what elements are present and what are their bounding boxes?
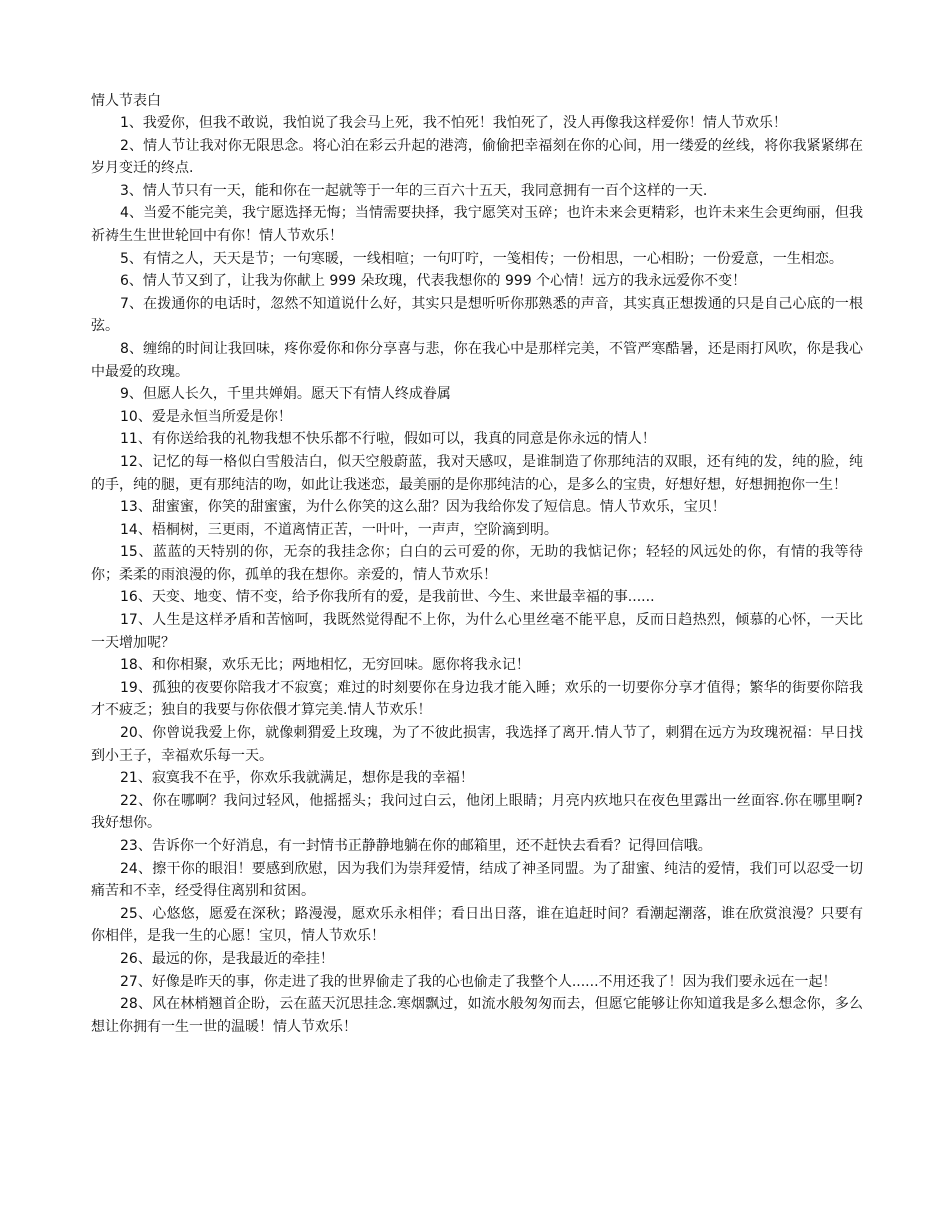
message-item: 5、有情之人，天天是节；一句寒暖，一线相喧；一句叮咛，一笺相传；一份相思，一心相盼；一份爱意，一生相恋。 <box>120 250 843 267</box>
message-item: 4、当爱不能完美，我宁愿选择无悔；当情需要抉择，我宁愿笑对玉碎；也许未来会更精彩，也许未来生会更绚丽，但我祈祷生生世世轮回中有你！情人节欢乐！ <box>91 205 863 244</box>
message-item: 16、天变、地变、情不变，给予你我所有的爱，是我前世、今生、来世最幸福的事...... <box>120 589 655 606</box>
message-item: 14、梧桐树，三更雨，不道离情正苦，一叶叶，一声声，空阶滴到明。 <box>120 521 558 538</box>
message-item: 21、寂寞我不在乎，你欢乐我就满足，想你是我的幸福！ <box>120 770 474 787</box>
message-item: 28、风在林梢翘首企盼，云在蓝天沉思挂念.寒烟飘过，如流水般匆匆而去，但愿它能够让你知道我是多么想念你，多么想让你拥有一生一世的温暖！情人节欢乐！ <box>91 996 863 1035</box>
message-item: 24、擦干你的眼泪！要感到欣慰，因为我们为崇拜爱情，结成了神圣同盟。为了甜蜜、纯洁的爱情，我们可以忍受一切痛苦和不幸，经受得住离别和贫困。 <box>91 860 863 900</box>
message-item: 9、但愿人长久，千里共婵娟。愿天下有情人终成眷属 <box>120 386 451 403</box>
message-item: 23、告诉你一个好消息，有一封情书正静静地躺在你的邮箱里，还不赶快去看看？记得回信哦。 <box>120 838 712 854</box>
document-title: 情人节表白 <box>91 93 161 109</box>
message-item: 25、心悠悠，愿爱在深秋；路漫漫，愿欢乐永相伴；看日出日落，谁在追赶时间？看潮起潮落，谁在欣赏浪漫？只要有你相伴，是我一生的心愿！宝贝，情人节欢乐！ <box>91 905 863 945</box>
message-item: 19、孤独的夜要你陪我才不寂寞；难过的时刻要你在身边我才能入睡；欢乐的一切要你分享才值得；繁华的街要你陪我才不疲乏；独自的我要与你依偎才算完美.情人节欢乐！ <box>91 679 863 719</box>
message-item: 17、人生是这样矛盾和苦恼呵，我既然觉得配不上你，为什么心里丝毫不能平息，反而日趋热烈，倾慕的心怀，一天比一天增加呢？ <box>91 612 863 651</box>
message-item: 18、和你相聚，欢乐无比；两地相忆，无穷回味。愿你将我永记！ <box>120 657 530 674</box>
message-item: 26、最远的你，是我最近的牵挂！ <box>120 950 334 967</box>
message-item: 22、你在哪啊？我问过轻风，他摇摇头；我问过白云，他闭上眼睛；月亮内疚地只在夜色里露出一丝面容.你在哪里啊?我好想你。 <box>91 792 863 832</box>
message-item: 12、记忆的每一格似白雪般洁白，似天空般蔚蓝，我对天感叹，是谁制造了你那纯洁的双眼，还有纯的发，纯的脸，纯的手，纯的腿，更有那纯洁的吻，如此让我迷恋，最美丽的是你那纯洁的心，是多么的宝贵，好想好想，好想拥抱你一生！ <box>91 453 863 493</box>
message-item: 11、有你送给我的礼物我想不快乐都不行啦，假如可以，我真的同意是你永远的情人！ <box>120 431 656 448</box>
message-item: 27、好像是昨天的事，你走进了我的世界偷走了我的心也偷走了我整个人......不用还我了！因为我们要永远在一起！ <box>120 973 837 990</box>
message-item: 1、我爱你，但我不敢说，我怕说了我会马上死，我不怕死！我怕死了，没人再像我这样爱你！情人节欢乐！ <box>120 115 787 131</box>
message-item: 8、缠绵的时间让我回味，疼你爱你和你分享喜与悲，你在我心中是那样完美，不管严寒酷暑，还是雨打风吹，你是我心中最爱的玫瑰。 <box>91 340 863 380</box>
message-item: 15、蓝蓝的天特别的你，无奈的我挂念你；白白的云可爱的你，无助的我惦记你；轻轻的风远处的你，有情的我等待你；柔柔的雨浪漫的你，孤单的我在想你。亲爱的，情人节欢乐！ <box>91 544 863 583</box>
message-item: 3、情人节只有一天，能和你在一起就等于一年的三百六十五天，我同意拥有一百个这样的一天. <box>120 182 708 199</box>
message-list <box>91 112 863 1038</box>
document-page <box>91 90 863 1038</box>
message-item: 13、甜蜜蜜，你笑的甜蜜蜜，为什么你笑的这么甜？因为我给你发了短信息。情人节欢乐，宝贝！ <box>120 499 726 516</box>
message-item: 10、爱是永恒当所爱是你！ <box>120 408 292 425</box>
message-item: 6、情人节又到了，让我为你献上 999 朵玫瑰，代表我想你的 999 个心情！远方的我永远爱你不变！ <box>120 273 747 290</box>
message-item: 20、你曾说我爱上你，就像刺猬爱上玫瑰，为了不彼此损害，我选择了离开.情人节了，刺猬在远方为玫瑰祝福：早日找到小王子，幸福欢乐每一天。 <box>91 725 863 764</box>
message-item: 7、在拨通你的电话时，忽然不知道说什么好，其实只是想听听你那熟悉的声音，其实真正想拨通的只是自己心底的一根弦。 <box>91 295 863 335</box>
message-item: 2、情人节让我对你无限思念。将心泊在彩云升起的港湾，偷偷把幸福刻在你的心间，用一缕爱的丝线，将你我紧紧绑在岁月变迁的终点. <box>91 137 863 177</box>
